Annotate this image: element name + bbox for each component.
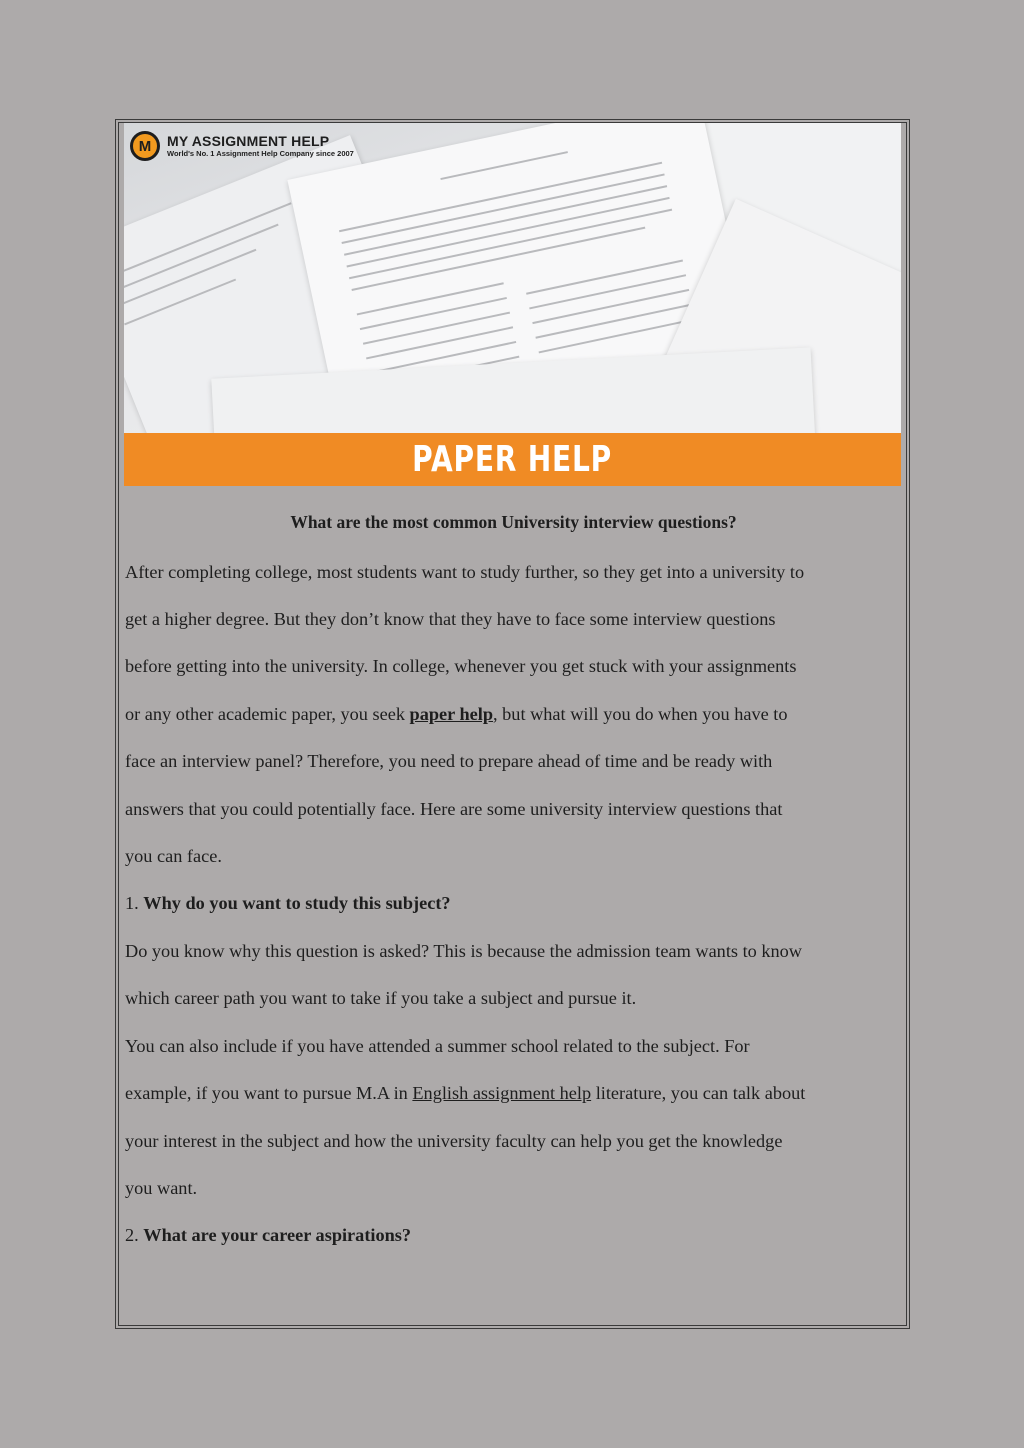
- paper-help-link[interactable]: paper help: [409, 704, 494, 724]
- paragraph-line: your interest in the subject and how the university faculty can help you get the knowledge: [125, 1131, 783, 1151]
- logo-tagline: World's No. 1 Assignment Help Company since 2007: [167, 148, 354, 158]
- banner-image: [124, 123, 901, 486]
- question-number: 1.: [125, 893, 144, 913]
- paragraph-line: before getting into the university. In college, whenever you get stuck with your assignments: [125, 656, 797, 676]
- logo-m-icon: M: [130, 131, 160, 161]
- paragraph-line: get a higher degree. But they don’t know that they have to face some interview questions: [125, 609, 776, 629]
- english-assignment-help-link[interactable]: English assignment help: [412, 1083, 592, 1103]
- stacked-papers-photo: [124, 123, 901, 433]
- logo-name: MY ASSIGNMENT HELP: [167, 132, 330, 149]
- banner-title: PAPER HELP: [412, 439, 613, 480]
- paragraph-line: which career path you want to take if you take a subject and pursue it.: [125, 988, 637, 1008]
- paragraph-line: After completing college, most students want to study further, so they get into a university to: [125, 562, 805, 582]
- question-text: Why do you want to study this subject?: [143, 893, 451, 913]
- banner-title-bar: [124, 433, 901, 486]
- question-heading: [125, 1225, 411, 1246]
- paragraph-line: [125, 704, 788, 725]
- paragraph-text: literature, you can talk about: [591, 1083, 806, 1103]
- paragraph-text: or any other academic paper, you seek: [125, 704, 410, 724]
- paragraph-line: answers that you could potentially face. Here are some university interview questions that: [125, 799, 783, 819]
- question-number: 2.: [125, 1225, 144, 1245]
- paragraph-line: face an interview panel? Therefore, you need to prepare ahead of time and be ready with: [125, 751, 773, 771]
- paragraph-text: example, if you want to pursue M.A in: [125, 1083, 413, 1103]
- paragraph-line: you want.: [125, 1178, 198, 1198]
- brand-logo: [130, 128, 354, 164]
- paragraph-text: , but what will you do when you have to: [493, 704, 788, 724]
- paragraph-line: [125, 1083, 805, 1104]
- paragraph-line: Do you know why this question is asked? This is because the admission team wants to know: [125, 941, 803, 961]
- article-title: What are the most common University interview questions?: [290, 512, 737, 532]
- logo-text: [167, 134, 354, 159]
- question-heading: [125, 893, 451, 914]
- question-text: What are your career aspirations?: [143, 1225, 412, 1245]
- document-page: [115, 119, 910, 1329]
- paragraph-line: You can also include if you have attended a summer school related to the subject. For: [125, 1036, 750, 1056]
- paragraph-line: you can face.: [125, 846, 222, 866]
